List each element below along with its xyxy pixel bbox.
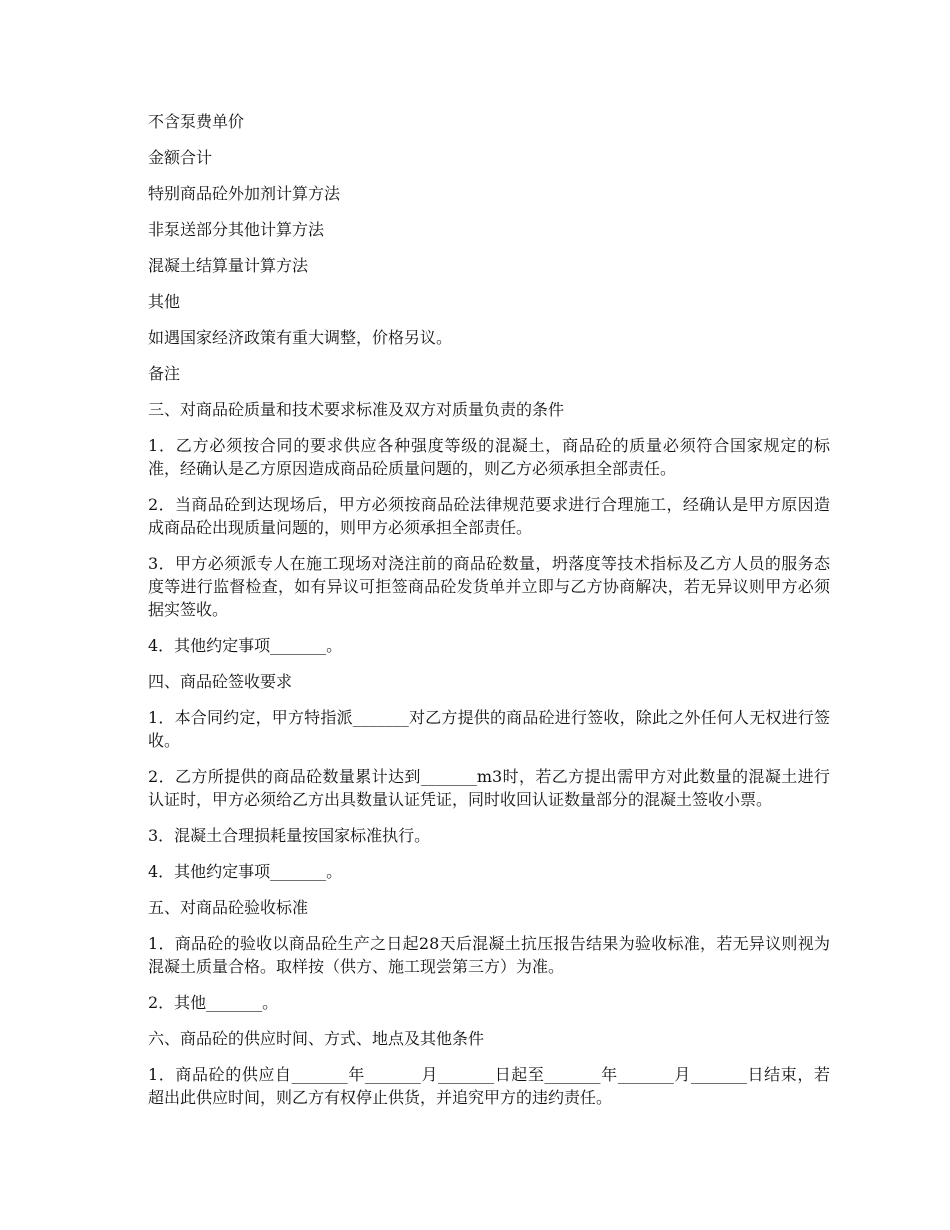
clause: 4．其他约定事项_______。 <box>148 862 343 881</box>
clause: 1．乙方必须按合同的要求供应各种强度等级的混凝土，商品砼的质量必须符合国家规定的标准，经确认是乙方原因造成商品砼质量问题的，则乙方必须承担全部责任。 <box>148 436 830 478</box>
paragraph: 特别商品砼外加剂计算方法 <box>148 184 341 203</box>
clause: 1．商品砼的验收以商品砼生产之日起28天后混凝土抗压报告结果为验收标准，若无异议则视为混凝土质量合格。取样按（供方、施工现尝第三方）为准。 <box>148 934 830 976</box>
paragraph: 备注 <box>148 364 181 383</box>
clause: 1．本合同约定，甲方特指派_______对乙方提供的商品砼进行签收，除此之外任何人无权进行签收。 <box>148 708 830 750</box>
section-heading: 六、商品砼的供应时间、方式、地点及其他条件 <box>148 1029 485 1048</box>
clause: 1．商品砼的供应自_______年_______月_______日起至_______年_______月_______日结束，若超出此供应时间，则乙方有权停止供货，并追究甲方的违约责任。 <box>148 1065 830 1107</box>
clause: 2．其他_______。 <box>148 993 279 1012</box>
paragraph: 不含泵费单价 <box>148 112 245 131</box>
clause: 3．混凝土合理损耗量按国家标准执行。 <box>148 826 431 845</box>
paragraph: 如遇国家经济政策有重大调整，价格另议。 <box>148 328 453 347</box>
clause: 2．当商品砼到达现场后，甲方必须按商品砼法律规范要求进行合理施工，经确认是甲方原因造成商品砼出现质量问题的，则甲方必须承担全部责任。 <box>148 495 830 537</box>
section-heading: 五、对商品砼验收标准 <box>148 898 309 917</box>
paragraph: 其他 <box>148 292 181 311</box>
clause: 4．其他约定事项_______。 <box>148 636 343 655</box>
clause: 2．乙方所提供的商品砼数量累计达到_______m3时，若乙方提出需甲方对此数量的混凝土进行认证时，甲方必须给乙方出具数量认证凭证，同时收回认证数量部分的混凝土签收小票。 <box>148 767 830 809</box>
clause: 3．甲方必须派专人在施工现场对浇注前的商品砼数量，坍落度等技术指标及乙方人员的服务态度等进行监督检查，如有异议可拒签商品砼发货单并立即与乙方协商解决，若无异议则甲方必须据实签收。 <box>148 554 830 619</box>
section-heading: 三、对商品砼质量和技术要求标准及双方对质量负责的条件 <box>148 400 565 419</box>
section-heading: 四、商品砼签收要求 <box>148 672 293 691</box>
paragraph: 非泵送部分其他计算方法 <box>148 220 325 239</box>
paragraph: 金额合计 <box>148 148 213 167</box>
paragraph: 混凝土结算量计算方法 <box>148 256 309 275</box>
